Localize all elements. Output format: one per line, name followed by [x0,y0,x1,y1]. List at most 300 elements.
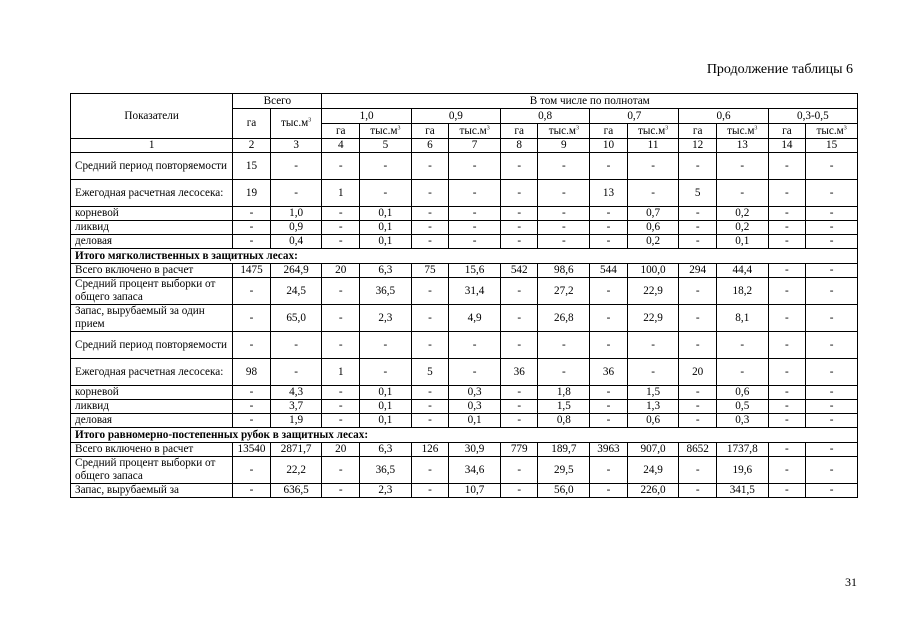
table-cell: 26,8 [538,305,590,332]
table-cell: 3,7 [270,400,322,414]
table-cell: - [716,180,768,207]
table-cell: 1,5 [538,400,590,414]
table-cell: - [590,207,628,221]
table-cell: 0,2 [716,221,768,235]
table-cell: 1 [322,180,360,207]
section-row [71,428,858,443]
table-cell: - [322,332,360,359]
table-cell: - [806,278,858,305]
table-cell: 6,3 [360,443,412,457]
row-label: Средний период повторяемости [71,153,233,180]
table-cell: - [411,207,449,221]
table-cell: 294 [679,264,717,278]
row-label: Средний процент выборки от общего запаса [71,457,233,484]
table-cell: - [322,386,360,400]
table-cell: - [360,180,412,207]
table-cell: - [360,153,412,180]
column-number: 9 [538,139,590,153]
header-unit-ha: га [322,124,360,139]
column-number: 12 [679,139,717,153]
table-cell: - [768,400,806,414]
table-cell: - [500,305,538,332]
table-cell: - [322,221,360,235]
column-number: 3 [270,139,322,153]
column-number: 4 [322,139,360,153]
table-row [71,386,858,400]
table-cell: 542 [500,264,538,278]
header-unit-volume: $тыс.м^3$ [627,124,679,139]
table-cell: - [449,221,501,235]
table-cell: - [538,332,590,359]
table-cell: - [270,359,322,386]
table-cell: - [679,207,717,221]
table-cell: 22,9 [627,305,679,332]
header-by-density: В том числе по полнотам [322,94,858,109]
table-cell: 8,1 [716,305,768,332]
table-cell: - [806,359,858,386]
table-row [71,153,858,180]
column-number: 14 [768,139,806,153]
table-cell: 36,5 [360,278,412,305]
table-cell: - [806,153,858,180]
table-cell: 10,7 [449,484,501,498]
table-cell: - [411,484,449,498]
header-density-2: 0,9 [411,109,500,124]
table-cell: 0,1 [449,414,501,428]
table-cell: 24,9 [627,457,679,484]
table-cell: 22,9 [627,278,679,305]
table-cell: 4,3 [270,386,322,400]
table-cell: 0,1 [360,414,412,428]
table-row [71,332,858,359]
table-cell: 98 [233,359,271,386]
table-cell: - [411,180,449,207]
header-total-volume: $тыс.м^3$ [270,109,322,139]
table-cell: - [360,332,412,359]
table-row [71,180,858,207]
table-cell: 189,7 [538,443,590,457]
table-cell: 0,1 [360,207,412,221]
table-cell: - [806,221,858,235]
table-cell: - [768,414,806,428]
table-cell: - [806,400,858,414]
table-cell: 0,1 [360,400,412,414]
table-cell: - [679,414,717,428]
column-number: 15 [806,139,858,153]
table-cell: - [806,305,858,332]
table-cell: - [500,457,538,484]
table-cell: 1,0 [270,207,322,221]
header-indicators: Показатели [71,94,233,139]
table-cell: - [411,457,449,484]
table-cell: 36,5 [360,457,412,484]
table-cell: - [679,332,717,359]
table-cell: 0,5 [716,400,768,414]
header-unit-volume: $тыс.м^3$ [449,124,501,139]
table-cell: - [627,359,679,386]
table-cell: 0,7 [627,207,679,221]
table-cell: 75 [411,264,449,278]
table-cell: 1475 [233,264,271,278]
table-row [71,457,858,484]
table-cell: - [411,278,449,305]
table-cell: - [768,332,806,359]
table-cell: - [806,235,858,249]
table-cell: - [679,305,717,332]
table-cell: - [411,221,449,235]
table-cell: 29,5 [538,457,590,484]
table-cell: 0,6 [716,386,768,400]
header-total: Всего [233,94,322,109]
row-label: ликвид [71,221,233,235]
page-number: 31 [845,575,857,589]
table-cell: - [768,484,806,498]
column-number: 13 [716,139,768,153]
table-cell: - [806,180,858,207]
forest-data-table [70,93,858,498]
table-row [71,305,858,332]
table-cell: - [449,332,501,359]
table-cell: 1,3 [627,400,679,414]
table-cell: - [233,207,271,221]
row-label: Средний период повторяемости [71,332,233,359]
table-cell: - [679,235,717,249]
table-cell: - [679,221,717,235]
table-row [71,414,858,428]
table-cell: 19,6 [716,457,768,484]
table-row [71,207,858,221]
table-cell: 0,1 [360,386,412,400]
table-cell: 13540 [233,443,271,457]
table-cell: 1,5 [627,386,679,400]
table-cell: - [679,457,717,484]
table-cell: - [411,400,449,414]
table-cell: 36 [590,359,628,386]
table-cell: - [322,414,360,428]
table-cell: 56,0 [538,484,590,498]
header-density-4: 0,7 [590,109,679,124]
section-title: Итого мягколиственных в защитных лесах: [71,249,858,264]
table-cell: - [627,332,679,359]
header-unit-ha: га [500,124,538,139]
table-cell: - [360,359,412,386]
table-cell: 544 [590,264,628,278]
table-cell: 2,3 [360,305,412,332]
table-cell: - [233,386,271,400]
header-total-ha: га [233,109,271,139]
table-cell: - [768,207,806,221]
table-cell: - [411,332,449,359]
table-cell: - [590,235,628,249]
table-cell: - [270,332,322,359]
table-cell: - [768,278,806,305]
table-cell: - [233,221,271,235]
header-density-1: 1,0 [322,109,411,124]
table-cell: 6,3 [360,264,412,278]
table-cell: 1,8 [538,386,590,400]
table-cell: - [538,235,590,249]
table-cell: - [768,457,806,484]
table-cell: - [806,457,858,484]
table-cell: - [768,359,806,386]
table-cell: - [411,305,449,332]
table-cell: - [590,332,628,359]
table-cell: 5 [411,359,449,386]
table-cell: - [768,264,806,278]
header-unit-ha: га [590,124,628,139]
header-unit-volume: $тыс.м^3$ [806,124,858,139]
table-cell: - [590,153,628,180]
table-cell: - [806,484,858,498]
table-cell: - [806,264,858,278]
table-cell: - [500,386,538,400]
table-cell: 2871,7 [270,443,322,457]
table-cell: - [590,221,628,235]
table-row [71,221,858,235]
table-cell: - [590,414,628,428]
table-cell: - [806,443,858,457]
table-cell: - [449,359,501,386]
table-cell: 0,3 [449,400,501,414]
table-cell: 1737,8 [716,443,768,457]
table-cell: - [411,386,449,400]
table-cell: - [768,443,806,457]
table-cell: 779 [500,443,538,457]
table-cell: - [322,457,360,484]
table-cell: - [679,484,717,498]
table-row [71,400,858,414]
table-cell: - [538,207,590,221]
table-caption: Продолжение таблицы 6 [706,62,853,77]
column-number: 8 [500,139,538,153]
table-cell: 5 [679,180,717,207]
table-cell: - [627,180,679,207]
table-cell: - [768,386,806,400]
table-cell: - [679,153,717,180]
table-cell: - [590,305,628,332]
table-cell: - [590,278,628,305]
table-row [71,264,858,278]
table-cell: - [270,180,322,207]
table-row [71,484,858,498]
header-density-3: 0,8 [500,109,589,124]
table-cell: - [627,153,679,180]
table-cell: 24,5 [270,278,322,305]
table-cell: - [449,180,501,207]
table-cell: 264,9 [270,264,322,278]
table-cell: - [411,414,449,428]
table-cell: 27,2 [538,278,590,305]
header-unit-volume: $тыс.м^3$ [538,124,590,139]
table-cell: - [233,457,271,484]
table-cell: - [500,221,538,235]
table-row [71,278,858,305]
table-cell: - [322,207,360,221]
table-cell: 126 [411,443,449,457]
table-cell: 19 [233,180,271,207]
row-label: Всего включено в расчет [71,264,233,278]
table-cell: 13 [590,180,628,207]
table-cell: 36 [500,359,538,386]
table-cell: - [322,400,360,414]
table-cell: - [322,305,360,332]
table-cell: 20 [679,359,717,386]
row-label: Запас, вырубаемый за [71,484,233,498]
row-label: Запас, вырубаемый за один прием [71,305,233,332]
table-cell: - [716,332,768,359]
table-cell: 34,6 [449,457,501,484]
table-cell: 3963 [590,443,628,457]
table-cell: 2,3 [360,484,412,498]
table-cell: 0,1 [360,221,412,235]
table-cell: 30,9 [449,443,501,457]
table-cell: 0,8 [538,414,590,428]
table-cell: 22,2 [270,457,322,484]
section-title: Итого равномерно-постепенных рубок в защитных лесах: [71,428,858,443]
table-cell: - [500,207,538,221]
table-cell: - [538,359,590,386]
table-cell: - [768,305,806,332]
table-cell: - [679,400,717,414]
row-label: корневой [71,386,233,400]
table-cell: - [500,180,538,207]
table-cell: 0,3 [716,414,768,428]
header-unit-ha: га [411,124,449,139]
header-density-5: 0,6 [679,109,768,124]
table-cell: 15,6 [449,264,501,278]
table-cell: 226,0 [627,484,679,498]
column-number: 11 [627,139,679,153]
table-cell: 0,6 [627,221,679,235]
table-row [71,443,858,457]
table-cell: - [590,386,628,400]
table-cell: - [449,207,501,221]
table-cell: - [538,153,590,180]
table-cell: - [233,400,271,414]
table-cell: - [806,386,858,400]
row-label: Ежегодная расчетная лесосека: [71,359,233,386]
table-cell: - [716,153,768,180]
table-cell: 1 [322,359,360,386]
table-cell: 100,0 [627,264,679,278]
table-cell: - [322,153,360,180]
table-cell: - [270,153,322,180]
table-cell: - [233,305,271,332]
table-cell: 20 [322,264,360,278]
table-cell: - [500,278,538,305]
table-cell: 8652 [679,443,717,457]
table-cell: - [500,332,538,359]
table-cell: 0,1 [360,235,412,249]
table-cell: 65,0 [270,305,322,332]
table-cell: - [500,153,538,180]
row-label: деловая [71,414,233,428]
table-cell: - [233,278,271,305]
table-cell: - [806,332,858,359]
column-number: 6 [411,139,449,153]
row-label: деловая [71,235,233,249]
table-row [71,235,858,249]
table-cell: 20 [322,443,360,457]
table-cell: 18,2 [716,278,768,305]
table-cell: - [500,235,538,249]
table-row [71,359,858,386]
table-cell: - [679,278,717,305]
table-cell: - [322,235,360,249]
table-cell: - [679,386,717,400]
table-cell: 0,4 [270,235,322,249]
table-cell: 0,1 [716,235,768,249]
table-cell: 341,5 [716,484,768,498]
table-cell: - [233,484,271,498]
table-cell: 44,4 [716,264,768,278]
table-cell: 0,9 [270,221,322,235]
section-row [71,249,858,264]
table-cell: - [768,235,806,249]
table-cell: 98,6 [538,264,590,278]
table-cell: - [806,414,858,428]
row-label: корневой [71,207,233,221]
table-cell: - [411,153,449,180]
table-cell: - [590,400,628,414]
table-cell: - [233,235,271,249]
table-cell: - [768,180,806,207]
header-unit-ha: га [768,124,806,139]
table-cell: 907,0 [627,443,679,457]
header-density-6: 0,3-0,5 [768,109,857,124]
row-label: ликвид [71,400,233,414]
table-cell: - [538,180,590,207]
table-cell: - [500,484,538,498]
column-number: 1 [71,139,233,153]
row-label: Средний процент выборки от общего запаса [71,278,233,305]
table-cell: - [322,278,360,305]
table-cell: - [590,484,628,498]
table-cell: - [500,414,538,428]
row-label: Ежегодная расчетная лесосека: [71,180,233,207]
column-number: 5 [360,139,412,153]
header-unit-ha: га [679,124,717,139]
row-label: Всего включено в расчет [71,443,233,457]
table-cell: - [233,332,271,359]
table-cell: - [449,153,501,180]
table-cell: 0,2 [627,235,679,249]
table-cell: - [449,235,501,249]
table-cell: - [806,207,858,221]
table-cell: - [233,414,271,428]
table-cell: - [768,153,806,180]
table-cell: 0,3 [449,386,501,400]
header-unit-volume: $тыс.м^3$ [716,124,768,139]
table-cell: 0,6 [627,414,679,428]
column-number: 7 [449,139,501,153]
table-cell: 31,4 [449,278,501,305]
table-cell: 1,9 [270,414,322,428]
table-cell: 15 [233,153,271,180]
table-cell: - [322,484,360,498]
header-unit-volume: $тыс.м^3$ [360,124,412,139]
table-cell: 4,9 [449,305,501,332]
table-cell: - [768,221,806,235]
table-cell: - [500,400,538,414]
table-cell: - [716,359,768,386]
table-cell: - [411,235,449,249]
table-cell: - [538,221,590,235]
table-cell: 636,5 [270,484,322,498]
table-cell: - [590,457,628,484]
table-cell: 0,2 [716,207,768,221]
column-number: 2 [233,139,271,153]
